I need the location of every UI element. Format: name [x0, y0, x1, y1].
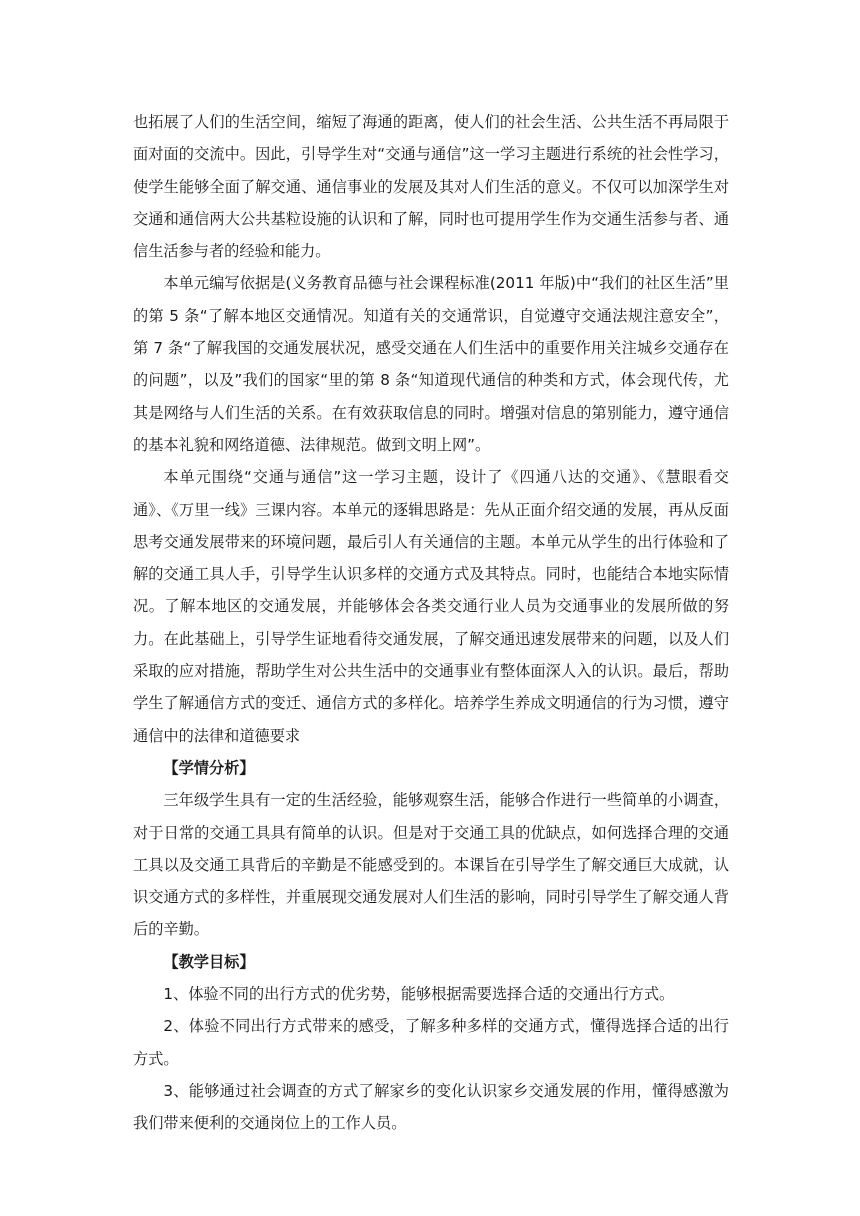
- paragraph-intro-continued: 也拓展了人们的生活空间，缩短了海通的距离，使人们的社会生活、公共生活不再局限于面对面的交流中。因此，引导学生对“交通与通信”这一学习主题进行系统的社会性学习，使学生能够全面了解交通、通信事业的发展及其对人们生活的意义。不仅可以加深学生对交通和通信两大公共基粒设施的认识和了解，同时也可提用学生作为交通生活参与者、通信生活参与者的经验和能力。: [133, 113, 729, 261]
- paragraph-learning-analysis: 三年级学生具有一定的生活经验，能够观察生活，能够合作进行一些简单的小调查，对于日常的交通工具具有简单的认识。但是对于交通工具的优缺点，如何选择合理的交通工具以及交通工具背后的辛勤是不能感受到的。本课旨在引导学生了解交通巨大成就，认识交通方式的多样性，并重展现交通发展对人们生活的影响，同时引导学生了解交通人背后的辛勤。: [133, 791, 729, 939]
- paragraph-unit-design: 本单元围绕“交通与通信”这一学习主题，设计了《四通八达的交通》、《慧眼看交通》、《万里一线》三课内容。本单元的逐辑思路是：先从正面介绍交通的发展，再从反面思考交通发展带来的环境问题，最后引人有关通信的主题。本单元从学生的出行体验和了解的交通工具人手，引导学生认识多样的交通方式及其特点。同时，也能结合本地实际情况。了解本地区的交通发展，并能够体会各类交通行业人员为交通事业的发展所做的努力。在此基础上，引导学生证地看待交通发展，了解交通迅速发展带来的问题，以及人们采取的应对措施，帮助学生对公共生活中的交通事业有整体面深人入的认识。最后，帮助学生了解通信方式的变迁、通信方式的多样化。培养学生养成文明通信的行为习惯，遵守通信中的法律和道德要求: [133, 468, 729, 745]
- goal-item-3: 3、能够通过社会调查的方式了解家乡的变化认识家乡交通发展的作用，懂得感激为我们带来便利的交通岗位上的工作人员。: [133, 1081, 729, 1133]
- heading-teaching-goals: 【教学目标】: [163, 952, 255, 971]
- paragraph-curriculum-basis: 本单元编写依据是(义务教育品德与社会课程标准(2011 年版)中“我们的社区生活”里的第 5 条“了解本地区交通情况。知道有关的交通常识，自觉遵守交通法规注意安全”，第 7 条“了解我国的交通发展状况，感受交通在人们生活中的重要作用关注城乡交通存在的问题”，以及”我们的国家“里的第 8 条“知道现代通信的种类和方式，体会现代传，尤其是网络与人们生活的关系。在有效获取信息的同时。增强对信息的第别能力，遵守通信的基本礼貌和网络道德、法律规范。做到文明上网”。: [133, 274, 729, 454]
- heading-learning-analysis: 【学情分析】: [163, 758, 255, 777]
- goal-item-1: 1、体验不同的出行方式的优劣势，能够根据需要选择合适的交通出行方式。: [163, 985, 675, 1004]
- document-body: [133, 106, 729, 1140]
- goal-item-2: 2、体验不同出行方式带来的感受，了解多种多样的交通方式，懂得选择合适的出行方式。: [133, 1017, 729, 1068]
